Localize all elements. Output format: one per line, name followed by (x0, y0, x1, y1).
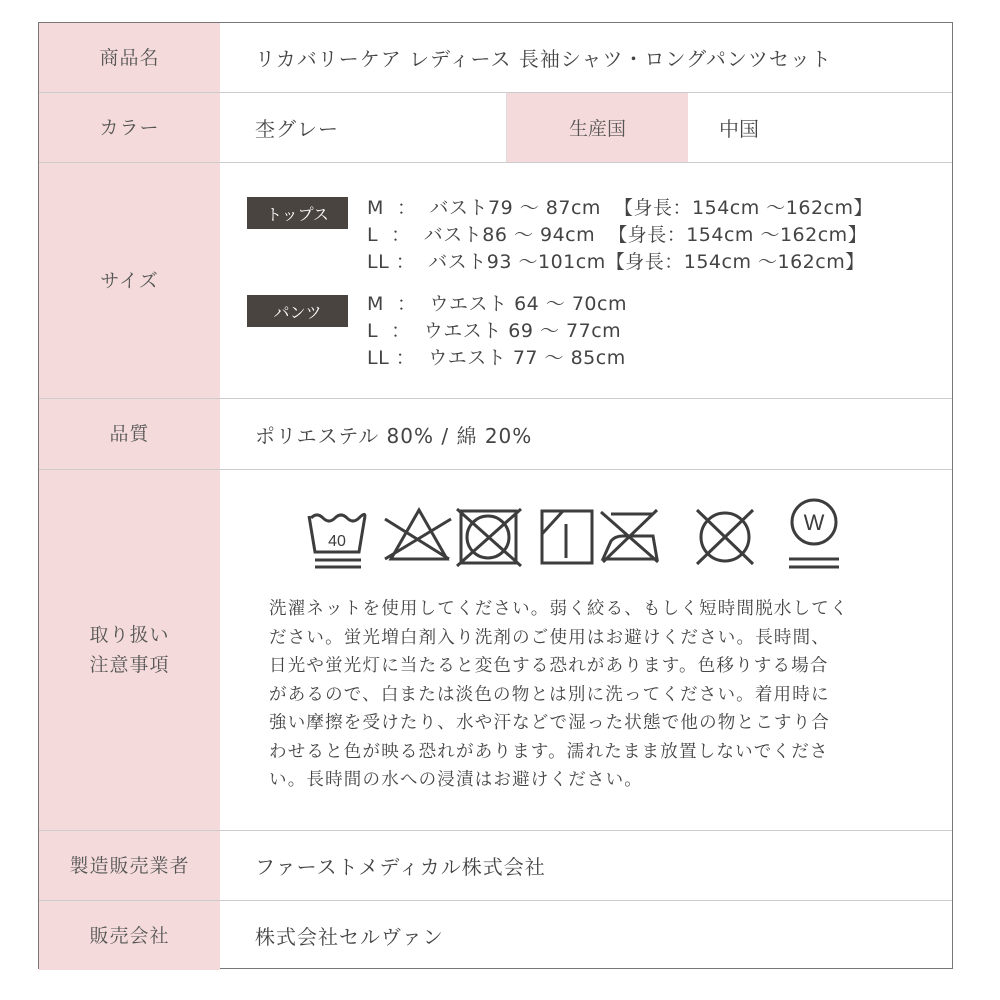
value-maker: ファーストメディカル株式会社 (255, 855, 546, 879)
tops-badge: トップス (247, 197, 348, 229)
size-line: L ： バスト86 ～ 94cm 【身長：154cm ～162cm】 (367, 224, 868, 246)
label-color: カラー (39, 93, 220, 162)
size-line: LL ： バスト93 ～101cm【身長：154cm ～162cm】 (367, 251, 865, 273)
line-dry-shade-icon (542, 511, 592, 563)
care-line: 日光や蛍光灯に当たると変色する恐れがあります。色移りする場合 (269, 656, 829, 676)
wash-40-gentle-icon (309, 514, 365, 567)
row-product-name (39, 23, 952, 93)
row-color (39, 93, 952, 163)
label-quality: 品質 (39, 399, 220, 469)
value-country: 中国 (719, 117, 759, 141)
label-product-name: 商品名 (39, 23, 220, 92)
no-bleach-icon (385, 510, 451, 559)
label-country: 生産国 (506, 93, 688, 162)
row-quality (39, 399, 952, 470)
size-line: M ： ウエスト 64 ～ 70cm (367, 293, 627, 315)
care-line: い。長時間の水への浸漬はお避けください。 (269, 770, 643, 790)
wet-clean-label: W (803, 510, 825, 535)
care-line: があるので、白または淡色の物とは別に洗ってください。着用時に (269, 684, 830, 705)
label-care: 取り扱い 注意事項 (39, 470, 220, 830)
no-tumble-dry-icon (457, 509, 521, 566)
value-product-name: リカバリーケア レディース 長袖シャツ・ロングパンツセット (255, 47, 832, 71)
care-instructions (269, 595, 849, 795)
row-care (39, 470, 952, 831)
care-line: 強い摩擦を受けたり、水や汗などで湿った状態で他の物とこすり合 (269, 713, 830, 733)
label-size: サイズ (39, 163, 220, 398)
no-iron-icon (601, 510, 658, 562)
care-line: わせると色が映る恐れがあります。濡れたまま放置しないでくださ (269, 741, 829, 762)
size-line: M ： バスト79 ～ 87cm 【身長：154cm ～162cm】 (367, 197, 873, 219)
wash-temp-label: 40 (328, 533, 346, 550)
care-line: 洗濯ネットを使用してください。弱く絞る、もしく短時間脱水してく (269, 599, 849, 619)
value-color: 杢グレー (255, 117, 339, 141)
size-line: LL ： ウエスト 77 ～ 85cm (367, 347, 626, 369)
care-line: ださい。蛍光増白剤入り洗剤のご使用はお避けください。長時間、 (269, 627, 830, 648)
label-seller: 販売会社 (39, 901, 220, 970)
wet-clean-gentle-icon (789, 500, 839, 567)
product-spec-table (38, 22, 953, 969)
row-size (39, 163, 952, 399)
size-line: L ： ウエスト 69 ～ 77cm (367, 320, 622, 342)
value-quality: ポリエステル 80% / 綿 20% (255, 423, 533, 448)
label-maker: 製造販売業者 (39, 831, 220, 900)
pants-badge: パンツ (247, 295, 348, 327)
care-icons (301, 496, 881, 576)
value-seller: 株式会社セルヴァン (255, 925, 444, 949)
row-seller (39, 901, 952, 970)
row-maker (39, 831, 952, 901)
no-dry-clean-icon (697, 510, 753, 564)
